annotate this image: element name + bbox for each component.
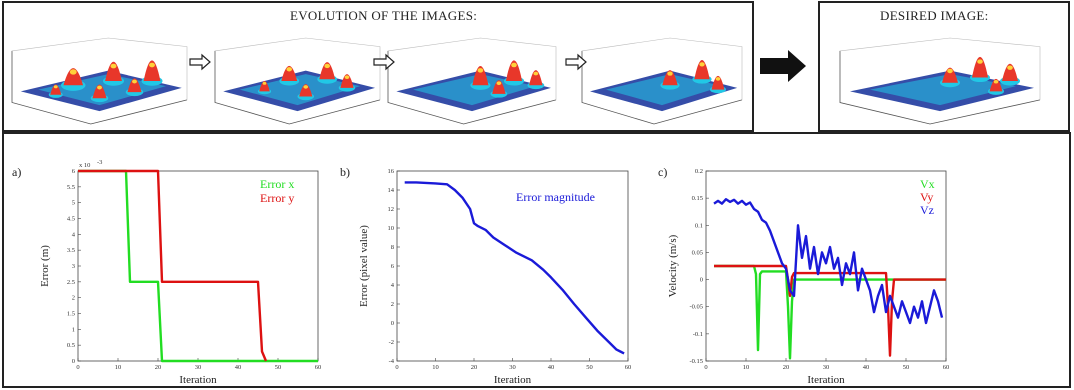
x-tick-label: 40 (862, 364, 870, 371)
y-tick-label: 6 (390, 263, 394, 270)
y-tick-label: 12 (387, 206, 394, 213)
y-tick-label: 0.1 (694, 222, 703, 230)
surface-plot-1 (12, 38, 187, 124)
x-tick-label: 40 (547, 364, 555, 371)
surface-peak-top (111, 64, 117, 69)
x-tick-label: 60 (314, 364, 322, 371)
y-tick-label: 1 (71, 326, 75, 334)
x-tick-label: 10 (432, 364, 439, 371)
legend-entry: Vy (920, 190, 934, 204)
right-arrow-icon (374, 55, 394, 69)
chart-1 (12, 159, 321, 386)
surface-plot-3 (388, 38, 556, 124)
surface-plot-5 (840, 38, 1040, 124)
y-tick-label: 3 (71, 263, 75, 270)
y-tick-label: 8 (390, 244, 394, 251)
y-tick-label: 0.5 (66, 342, 75, 350)
surface-peak-top (947, 69, 953, 73)
panel-label: a) (12, 165, 22, 179)
y-tick-label: 5 (71, 199, 75, 207)
surface-peak-top (478, 68, 484, 72)
y-tick-label: 0 (71, 358, 75, 365)
x-tick-label: 0 (704, 364, 708, 371)
legend-entry: Error magnitude (516, 190, 595, 204)
x-tick-label: 60 (942, 364, 950, 371)
surface-peak-top (286, 67, 292, 71)
y-tick-label: 4 (71, 231, 75, 239)
y-tick-label: 2 (390, 301, 394, 308)
surface-peak-top (716, 77, 720, 81)
x-tick-label: 30 (822, 364, 830, 371)
x-tick-label: 50 (586, 364, 593, 371)
surface-peak-top (699, 62, 704, 66)
x-tick-label: 20 (154, 364, 162, 371)
y-tick-label: -2 (388, 339, 394, 346)
surface-plot-4 (582, 38, 742, 124)
surface-plot-2 (215, 38, 380, 124)
x-tick-label: 20 (470, 364, 478, 371)
surface-peak-top (994, 80, 998, 84)
x-tick-label: 0 (395, 364, 399, 371)
y-tick-label: 3.5 (66, 247, 75, 255)
y-tick-label: 1.5 (66, 310, 75, 318)
chart-3 (658, 165, 949, 386)
x-tick-label: 10 (742, 364, 750, 371)
surface-peak-top (497, 81, 502, 85)
surface-peak-top (667, 71, 672, 75)
y-axis-label: Error (pixel value) (358, 225, 370, 307)
surface-peak-top (345, 75, 350, 79)
surface-peak-top (132, 80, 137, 84)
legend-entry: Vx (920, 177, 935, 191)
desired-image-title: DESIRED IMAGE: (880, 8, 989, 23)
y-tick-label: 2.5 (66, 278, 75, 286)
x-axis-label: Iteration (493, 374, 532, 386)
x-tick-label: 40 (234, 364, 242, 371)
chart-2 (340, 165, 631, 386)
x-tick-label: 0 (76, 364, 80, 371)
y-tick-label: 4 (390, 282, 394, 289)
legend-entry: Error y (260, 191, 295, 205)
surface-peak-top (303, 85, 308, 89)
x-tick-label: 50 (274, 364, 282, 371)
y-tick-label: 5.5 (66, 183, 75, 191)
y-tick-label: 0 (699, 276, 703, 284)
right-arrow-icon (190, 55, 210, 69)
y-tick-label: 16 (387, 168, 394, 175)
surface-peak-top (511, 63, 517, 67)
surface-peak-top (533, 72, 538, 76)
surface-peak-top (97, 86, 102, 90)
y-tick-label: 2 (71, 294, 75, 302)
y-tick-label: -4 (388, 358, 394, 365)
surface-peak-top (70, 69, 77, 74)
surface-peak-top (1007, 65, 1013, 69)
x-tick-label: 30 (194, 364, 202, 371)
surface-peak-top (54, 85, 58, 88)
x-tick-label: 50 (902, 364, 910, 371)
x-tick-label: 10 (114, 364, 122, 371)
exponent-label: x 10 (79, 162, 91, 169)
legend-entry: Vz (920, 203, 934, 217)
surface-peak-top (324, 64, 330, 68)
y-tick-label: -0.05 (689, 303, 703, 311)
y-axis-label: Velocity (m/s) (667, 234, 679, 298)
x-tick-label: 20 (782, 364, 790, 371)
panel-label: b) (340, 165, 350, 179)
x-axis-label: Iteration (179, 374, 217, 386)
big-right-arrow-icon (760, 50, 806, 82)
y-axis-label: Error (m) (39, 245, 51, 287)
y-tick-label: 6 (71, 168, 75, 175)
legend-entry: Error x (260, 177, 295, 191)
evolution-title: EVOLUTION OF THE IMAGES: (290, 8, 478, 23)
y-tick-label: 4.5 (66, 215, 75, 223)
x-axis-label: Iteration (807, 374, 845, 386)
y-tick-label: 0.2 (694, 168, 703, 175)
y-tick-label: 0.05 (691, 249, 703, 257)
y-tick-label: 14 (387, 187, 394, 194)
surface-peak-top (149, 63, 155, 68)
x-tick-label: 30 (509, 364, 516, 371)
y-tick-label: -0.15 (689, 358, 703, 365)
right-arrow-icon (566, 55, 586, 69)
exponent-power: -3 (97, 159, 103, 166)
panel-label: c) (658, 165, 668, 179)
surface-peak-top (263, 82, 267, 85)
x-tick-label: 60 (624, 364, 632, 371)
y-tick-label: 0.15 (691, 195, 703, 203)
surface-peak-top (977, 59, 983, 63)
y-tick-label: 10 (387, 225, 394, 232)
y-tick-label: -0.1 (692, 330, 703, 338)
y-tick-label: 0 (390, 320, 394, 327)
